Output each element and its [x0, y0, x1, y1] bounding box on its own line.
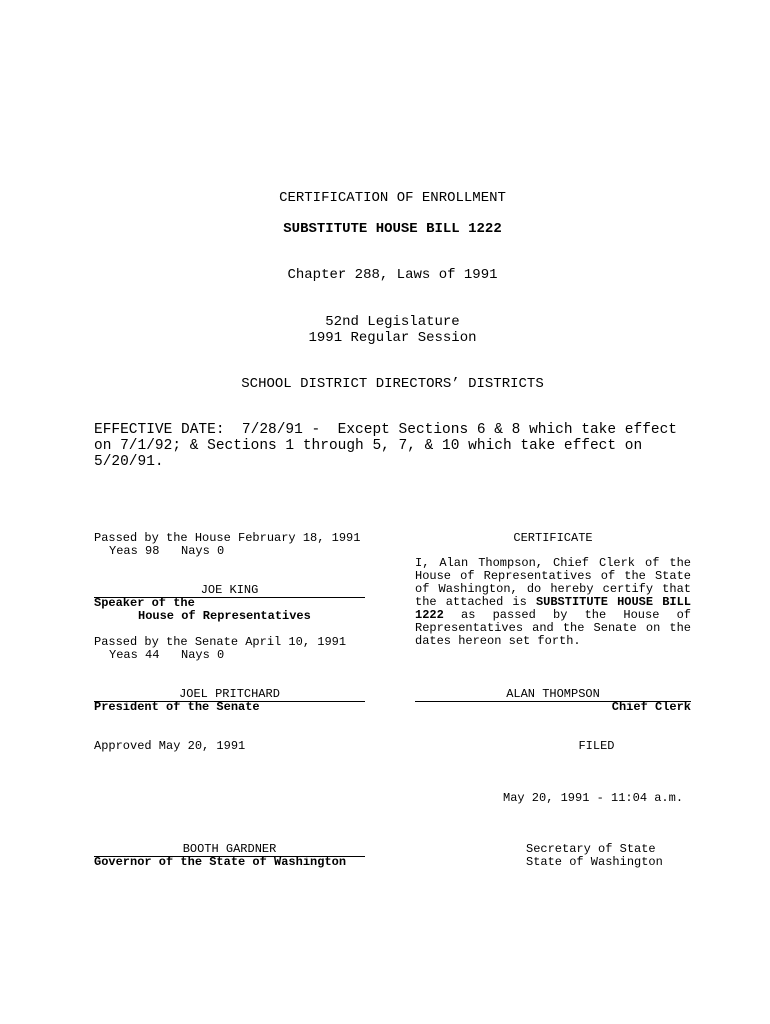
clerk-title: Chief Clerk: [611, 700, 691, 714]
clerk-name: ALAN THOMPSON: [506, 687, 600, 701]
governor-name: BOOTH GARDNER: [182, 842, 277, 856]
senate-votes: Yeas 44 Nays 0: [109, 648, 225, 662]
filed-heading: FILED: [578, 739, 615, 753]
session-line: 1991 Regular Session: [308, 330, 477, 346]
certification-title: CERTIFICATION OF ENROLLMENT: [279, 190, 506, 206]
certificate-heading: CERTIFICATE: [513, 531, 593, 545]
secretary-line-1: Secretary of State: [526, 842, 656, 856]
speaker-name: JOE KING: [200, 583, 259, 597]
president-name: JOEL PRITCHARD: [179, 687, 280, 701]
bill-title: SUBSTITUTE HOUSE BILL 1222: [283, 221, 502, 237]
speaker-title-line-1: Speaker of the: [94, 596, 195, 610]
effective-date-line-1: EFFECTIVE DATE: 7/28/91 - Except Sections 6 & 8 which take effect: [94, 422, 677, 438]
effective-date-line-2: on 7/1/92; & Sections 1 through 5, 7, & 10 which take effect on: [94, 438, 643, 454]
filed-datetime: May 20, 1991 - 11:04 a.m.: [503, 791, 684, 805]
effective-date-line-3: 5/20/91.: [94, 454, 164, 470]
certificate-text-after: as passed by the House of Representatives and the Senate on the dates hereon set forth.: [415, 608, 691, 648]
house-votes: Yeas 98 Nays 0: [109, 544, 225, 558]
house-passed: Passed by the House February 18, 1991: [94, 531, 361, 545]
secretary-line-2: State of Washington: [526, 855, 663, 869]
governor-title: Governor of the State of Washington: [94, 855, 347, 869]
certificate-text-before: I, Alan Thompson, Chief Clerk of the House of Representatives of the State of Washington, do hereby certify that the attached is: [415, 556, 691, 609]
approved-date: Approved May 20, 1991: [94, 739, 246, 753]
legislature-line: 52nd Legislature: [325, 314, 460, 330]
chapter-line: Chapter 288, Laws of 1991: [287, 267, 498, 283]
subject-line: SCHOOL DISTRICT DIRECTORS’ DISTRICTS: [241, 376, 544, 392]
certificate-text: [415, 557, 691, 648]
speaker-title-line-2: House of Representatives: [138, 609, 311, 623]
senate-passed: Passed by the Senate April 10, 1991: [94, 635, 347, 649]
president-title: President of the Senate: [94, 700, 260, 714]
certificate-bill-name: SUBSTITUTE HOUSE BILL 1222: [415, 595, 691, 622]
